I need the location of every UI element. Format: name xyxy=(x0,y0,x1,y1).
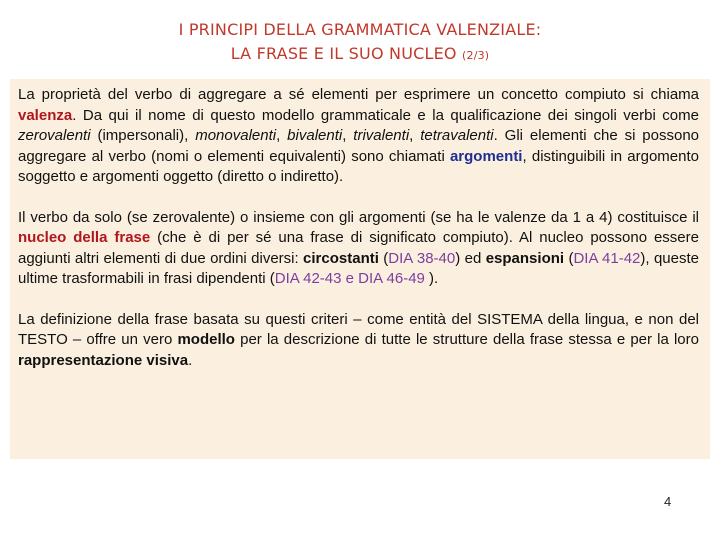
paragraph-nucleo xyxy=(18,208,699,290)
term-zerovalenti: zerovalenti xyxy=(18,127,91,144)
term-tetravalenti: tetravalenti xyxy=(420,127,494,144)
text-run: , xyxy=(276,127,288,144)
text-run: ( xyxy=(564,249,574,267)
text-run: ) ed xyxy=(455,249,486,267)
keyword-circostanti: circostanti xyxy=(303,249,379,267)
term-trivalenti: trivalenti xyxy=(353,127,410,144)
paragraph-valenza xyxy=(18,85,699,188)
text-run: , xyxy=(409,127,421,144)
text-run: La proprietà del verbo di aggregare a sé elementi per esprimere un concetto compiuto si chiama xyxy=(18,86,699,103)
slide-title xyxy=(0,18,720,68)
text-run: ), queste ultime trasformabili in frasi dipendenti ( xyxy=(18,249,699,287)
term-bivalenti: bivalenti xyxy=(287,127,343,144)
title-line-2 xyxy=(0,42,720,68)
page-number: 4 xyxy=(664,494,672,509)
keyword-argomenti: argomenti xyxy=(449,147,523,165)
keyword-nucleo-della-frase: nucleo della frase xyxy=(18,229,151,246)
text-run: ). xyxy=(424,270,439,287)
paragraph-definizione xyxy=(18,310,699,372)
text-run: . xyxy=(188,351,193,369)
keyword-espansioni: espansioni xyxy=(485,249,565,267)
text-run: per la descrizione di tutte le strutture della frase stessa e per la loro xyxy=(234,331,699,348)
title-line-1: I PRINCIPI DELLA GRAMMATICA VALENZIALE: xyxy=(178,20,542,39)
text-run: ( xyxy=(378,249,389,267)
dia-reference-38-40: DIA 38-40 xyxy=(388,249,456,267)
title-part-indicator: (2/3) xyxy=(462,49,490,62)
keyword-valenza: valenza xyxy=(18,106,73,124)
text-run: (impersonali), xyxy=(90,127,196,144)
text-run: , xyxy=(342,127,354,144)
text-run: Il verbo da solo (se zerovalente) o insieme con gli argomenti (se ha le valenze da 1 a 4) costituisce il xyxy=(18,208,699,226)
dia-reference-42-49: DIA 42-43 e DIA 46-49 xyxy=(274,270,425,287)
content-box xyxy=(10,79,710,459)
term-monovalenti: monovalenti xyxy=(195,127,277,144)
keyword-rappresentazione-visiva: rappresentazione visiva xyxy=(18,351,189,369)
keyword-modello: modello xyxy=(177,331,235,348)
text-run: . Da qui il nome di questo modello grammaticale e la qualificazione dei singoli verbi come xyxy=(72,106,699,124)
dia-reference-41-42: DIA 41-42 xyxy=(573,249,641,267)
text-run: , distinguibili in argomento soggetto e argomenti oggetto (diretto o indiretto). xyxy=(18,147,699,185)
text-run: (che è di per sé una frase di significato compiuto). Al nucleo possono essere aggiunti altri elementi di due ordini diversi: xyxy=(18,229,699,267)
text-run: . Gli elementi che si possono aggregare al verbo (nomi o elementi equivalenti) sono chiamati xyxy=(18,127,700,165)
text-run: La definizione della frase basata su questi criteri – come entità del SISTEMA della lingua, e non del TESTO – offre un vero xyxy=(18,310,699,348)
title-line-2-text: LA FRASE E IL SUO NUCLEO xyxy=(230,44,457,63)
